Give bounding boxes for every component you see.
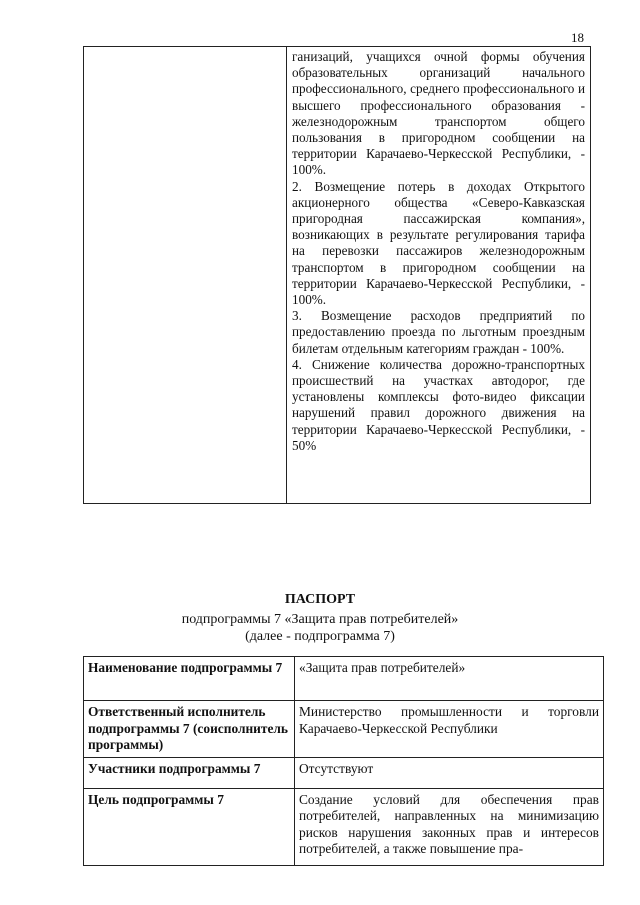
paragraph-1: ганизаций, учащихся очной формы обучения образовательных организаций начального профессионального, среднего профессионального и высшего профессионального образования - железнодорожным транспортом общего пользования в пригородном сообщении на территории Карачаево-Черкесской Республики, - 100%. xyxy=(292,49,585,178)
row-value: «Защита прав потребителей» xyxy=(295,657,604,701)
row-label: Участники подпрограммы 7 xyxy=(84,757,295,788)
row-label: Наименование подпрограммы 7 xyxy=(84,657,295,701)
table-row xyxy=(84,788,604,865)
page-number: 18 xyxy=(571,30,584,45)
text-cell xyxy=(287,47,591,504)
empty-cell xyxy=(84,47,287,504)
passport-subtitle-line2: (далее - подпрограмма 7) xyxy=(245,629,395,644)
table-row xyxy=(84,657,604,701)
passport-table xyxy=(83,656,604,866)
table-row xyxy=(84,701,604,758)
paragraph-3: 3. Возмещение расходов предприятий по предоставлению проезда по льготным проездным билетам отдельным категориям граждан - 100%. xyxy=(292,308,585,356)
row-value: Создание условий для обеспечения прав потребителей, направленных на минимизацию рисков нарушения законных прав и интересов потребителей, а также повышение пра- xyxy=(295,788,604,865)
row-label: Цель подпрограммы 7 xyxy=(84,788,295,865)
continuation-table xyxy=(83,46,591,504)
table-row xyxy=(84,47,591,504)
paragraph-2: 2. Возмещение потерь в доходах Открытого акционерного общества «Северо-Кавказская пригородная пассажирская компания», возникающих в результате регулирования тарифа на перевозки пассажиров железнодорожным транспортом в пригородном сообщении на территории Карачаево-Черкесской Республики, - 100%. xyxy=(292,178,585,308)
row-label: Ответственный исполнитель подпрограммы 7 (соисполнитель программы) xyxy=(84,701,295,758)
row-value: Отсутствуют xyxy=(295,757,604,788)
paragraph-4: 4. Снижение количества дорожно-транспортных происшествий на участках автодорог, где установлены комплексы фото-видео фиксации нарушений правил дорожного движения на территории Карачаево-Черкесской Республики, - 50% xyxy=(292,356,585,453)
row-value: Министерство промышленности и торговли Карачаево-Черкесской Республики xyxy=(295,701,604,758)
passport-title: ПАСПОРТ xyxy=(284,592,356,607)
passport-subtitle-line1: подпрограммы 7 «Защита прав потребителей» xyxy=(181,612,459,627)
table-row xyxy=(84,757,604,788)
